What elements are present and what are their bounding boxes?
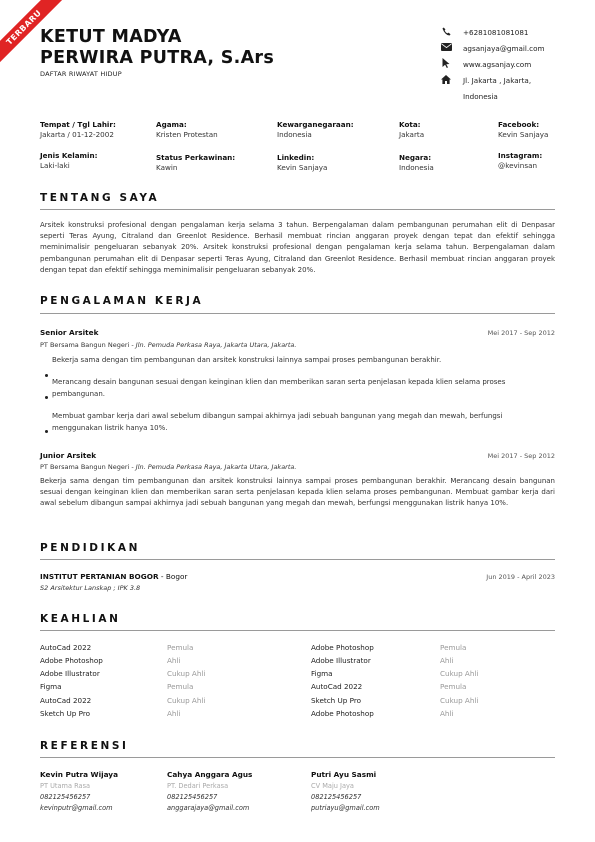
section-title-experience: PENGALAMAN KERJA: [40, 295, 204, 307]
skill-level: Cukup Ahli: [440, 669, 479, 678]
info-linkedin[interactable]: Linkedin: Kevin Sanjaya: [277, 153, 328, 172]
home-icon: [440, 74, 452, 84]
skill-level: Cukup Ahli: [167, 696, 206, 705]
section-title-education: PENDIDIKAN: [40, 542, 140, 554]
info-marital: Status Perkawinan: Kawin: [156, 153, 236, 172]
skill-name: Figma: [311, 669, 333, 678]
skill-level: Cukup Ahli: [440, 696, 479, 705]
contact-address: Jl. Jakarta , Jakarta,: [440, 74, 590, 90]
section-divider: [40, 209, 555, 210]
skill-level: Pemula: [167, 682, 194, 691]
document-subtitle: DAFTAR RIWAYAT HIDUP: [40, 70, 122, 78]
info-instagram[interactable]: Instagram: @kevinsan: [498, 151, 543, 170]
list-item: Merancang desain bangunan sesuai dengan keinginan klien dan memberikan saran serta penjelasan kepada klien selama proses pembangunan.: [52, 378, 506, 398]
skill-name: AutoCad 2022: [40, 696, 92, 705]
section-divider: [40, 630, 555, 631]
education-major: S2 Arsitektur Lanskap ; IPK 3.8: [40, 584, 141, 592]
contact-email[interactable]: agsanjaya@gmail.com: [440, 42, 590, 58]
job-title: Senior Arsitek: [40, 328, 99, 337]
bullet-dot: [45, 374, 48, 377]
skill-level: Ahli: [440, 656, 454, 665]
skill-level: Pemula: [167, 643, 194, 652]
contact-address-line-2: Indonesia: [463, 92, 498, 101]
school-name: INSTITUT PERTANIAN BOGOR - Bogor: [40, 572, 188, 581]
skill-name: Adobe Photoshop: [311, 709, 374, 718]
info-facebook[interactable]: Facebook: Kevin Sanjaya: [498, 120, 549, 139]
skill-name: AutoCad 2022: [311, 682, 363, 691]
full-name: [40, 27, 274, 69]
skill-level: Cukup Ahli: [167, 669, 206, 678]
skill-level: Pemula: [440, 682, 467, 691]
skill-level: Pemula: [440, 643, 467, 652]
info-city: Kota: Jakarta: [399, 120, 425, 139]
skill-name: Figma: [40, 682, 62, 691]
section-divider: [40, 757, 555, 758]
skill-name: Adobe Photoshop: [311, 643, 374, 652]
info-gender: Jenis Kelamin: Laki-laki: [40, 151, 98, 170]
bullet-dot: [45, 396, 48, 399]
cursor-icon: [440, 58, 452, 68]
skill-name: Adobe Illustrator: [311, 656, 371, 665]
list-item: Bekerja sama dengan tim pembangunan dan arsitek konstruksi lainnya sampai proses pembangunan berakhir.: [52, 356, 442, 364]
info-citizenship: Kewarganegaraan: Indonesia: [277, 120, 354, 139]
phone-icon: [440, 26, 452, 36]
name-line-1: KETUT MADYA: [40, 27, 182, 47]
section-title-skills: KEAHLIAN: [40, 613, 121, 625]
job-title: Junior Arsitek: [40, 451, 97, 460]
list-item: Membuat gambar kerja dari awal sebelum dibangun sampai akhirnya jadi sebuah bangunan yang megah dan mewah, berfungsi menggunakan listrik hanya 10%.: [52, 412, 503, 432]
new-badge: TERBARU: [0, 0, 65, 68]
job-date: Mei 2017 - Sep 2012: [487, 329, 555, 337]
contact-list: [440, 26, 590, 106]
section-title-references: REFERENSI: [40, 740, 129, 752]
skill-level: Ahli: [440, 709, 454, 718]
info-country: Negara: Indonesia: [399, 153, 434, 172]
mail-icon: [440, 42, 452, 52]
job-company: PT Bersama Bangun Negeri - Jln. Pemuda Perkasa Raya, Jakarta Utara, Jakarta.: [40, 341, 297, 349]
about-text: Arsitek konstruksi profesional dengan pengalaman kerja selama 3 tahun. Berpengalaman dalam pembangunan perumahan elit di Denpasar seperti Teras Ayung, Citraland dan Greenlot Residence. Berhasil membuat rincian anggaran proyek dengan tepat dan efektif sehingga meminimalisir pengeluaran sebanyak 20%. Arsitek konstruksi profesional dengan pengalaman kerja selama tahun. Berpengalaman dalam pembangunan perumahan elit di Denpasar seperti Teras Ayung, Citraland dan Greenlot Residence. Berhasil membuat rincian anggaran proyek dengan tepat dan efektif sehingga meminimalisir pengeluaran sebanyak 20%.: [40, 221, 555, 274]
name-line-2: PERWIRA PUTRA, S.Ars: [40, 48, 275, 68]
skill-name: Sketch Up Pro: [40, 709, 91, 718]
skill-name: Adobe Illustrator: [40, 669, 100, 678]
skill-level: Ahli: [167, 709, 181, 718]
job-date: Mei 2017 - Sep 2012: [487, 452, 555, 460]
info-religion: Agama: Kristen Protestan: [156, 120, 218, 139]
job-description: Bekerja sama dengan tim pembangunan dan arsitek konstruksi lainnya sampai proses pembangunan berakhir. Merancang desain bangunan sesuai dengan keinginan klien dan memberikan saran serta penjelasan kepada klien selama proses pembangunan. Membuat gambar kerja dari awal sebelum dibangun sampai akhirnya jadi sebuah bangunan yang megah dan mewah, berfungsi menggunakan listrik hanya 10%.: [40, 477, 555, 508]
skill-level: Ahli: [167, 656, 181, 665]
contact-phone[interactable]: +6281081081081: [440, 26, 590, 42]
skill-name: Sketch Up Pro: [311, 696, 362, 705]
skill-name: AutoCad 2022: [40, 643, 92, 652]
section-divider: [40, 559, 555, 560]
section-title-about: TENTANG SAYA: [40, 192, 160, 204]
info-birth: Tempat / Tgl Lahir: Jakarta / 01-12-2002: [40, 120, 116, 139]
bullet-dot: [45, 430, 48, 433]
job-company: PT Bersama Bangun Negeri - Jln. Pemuda Perkasa Raya, Jakarta Utara, Jakarta.: [40, 463, 297, 471]
education-date: Jun 2019 - April 2023: [486, 573, 555, 581]
contact-website[interactable]: www.agsanjay.com: [440, 58, 590, 74]
skill-name: Adobe Photoshop: [40, 656, 103, 665]
section-divider: [40, 313, 555, 314]
